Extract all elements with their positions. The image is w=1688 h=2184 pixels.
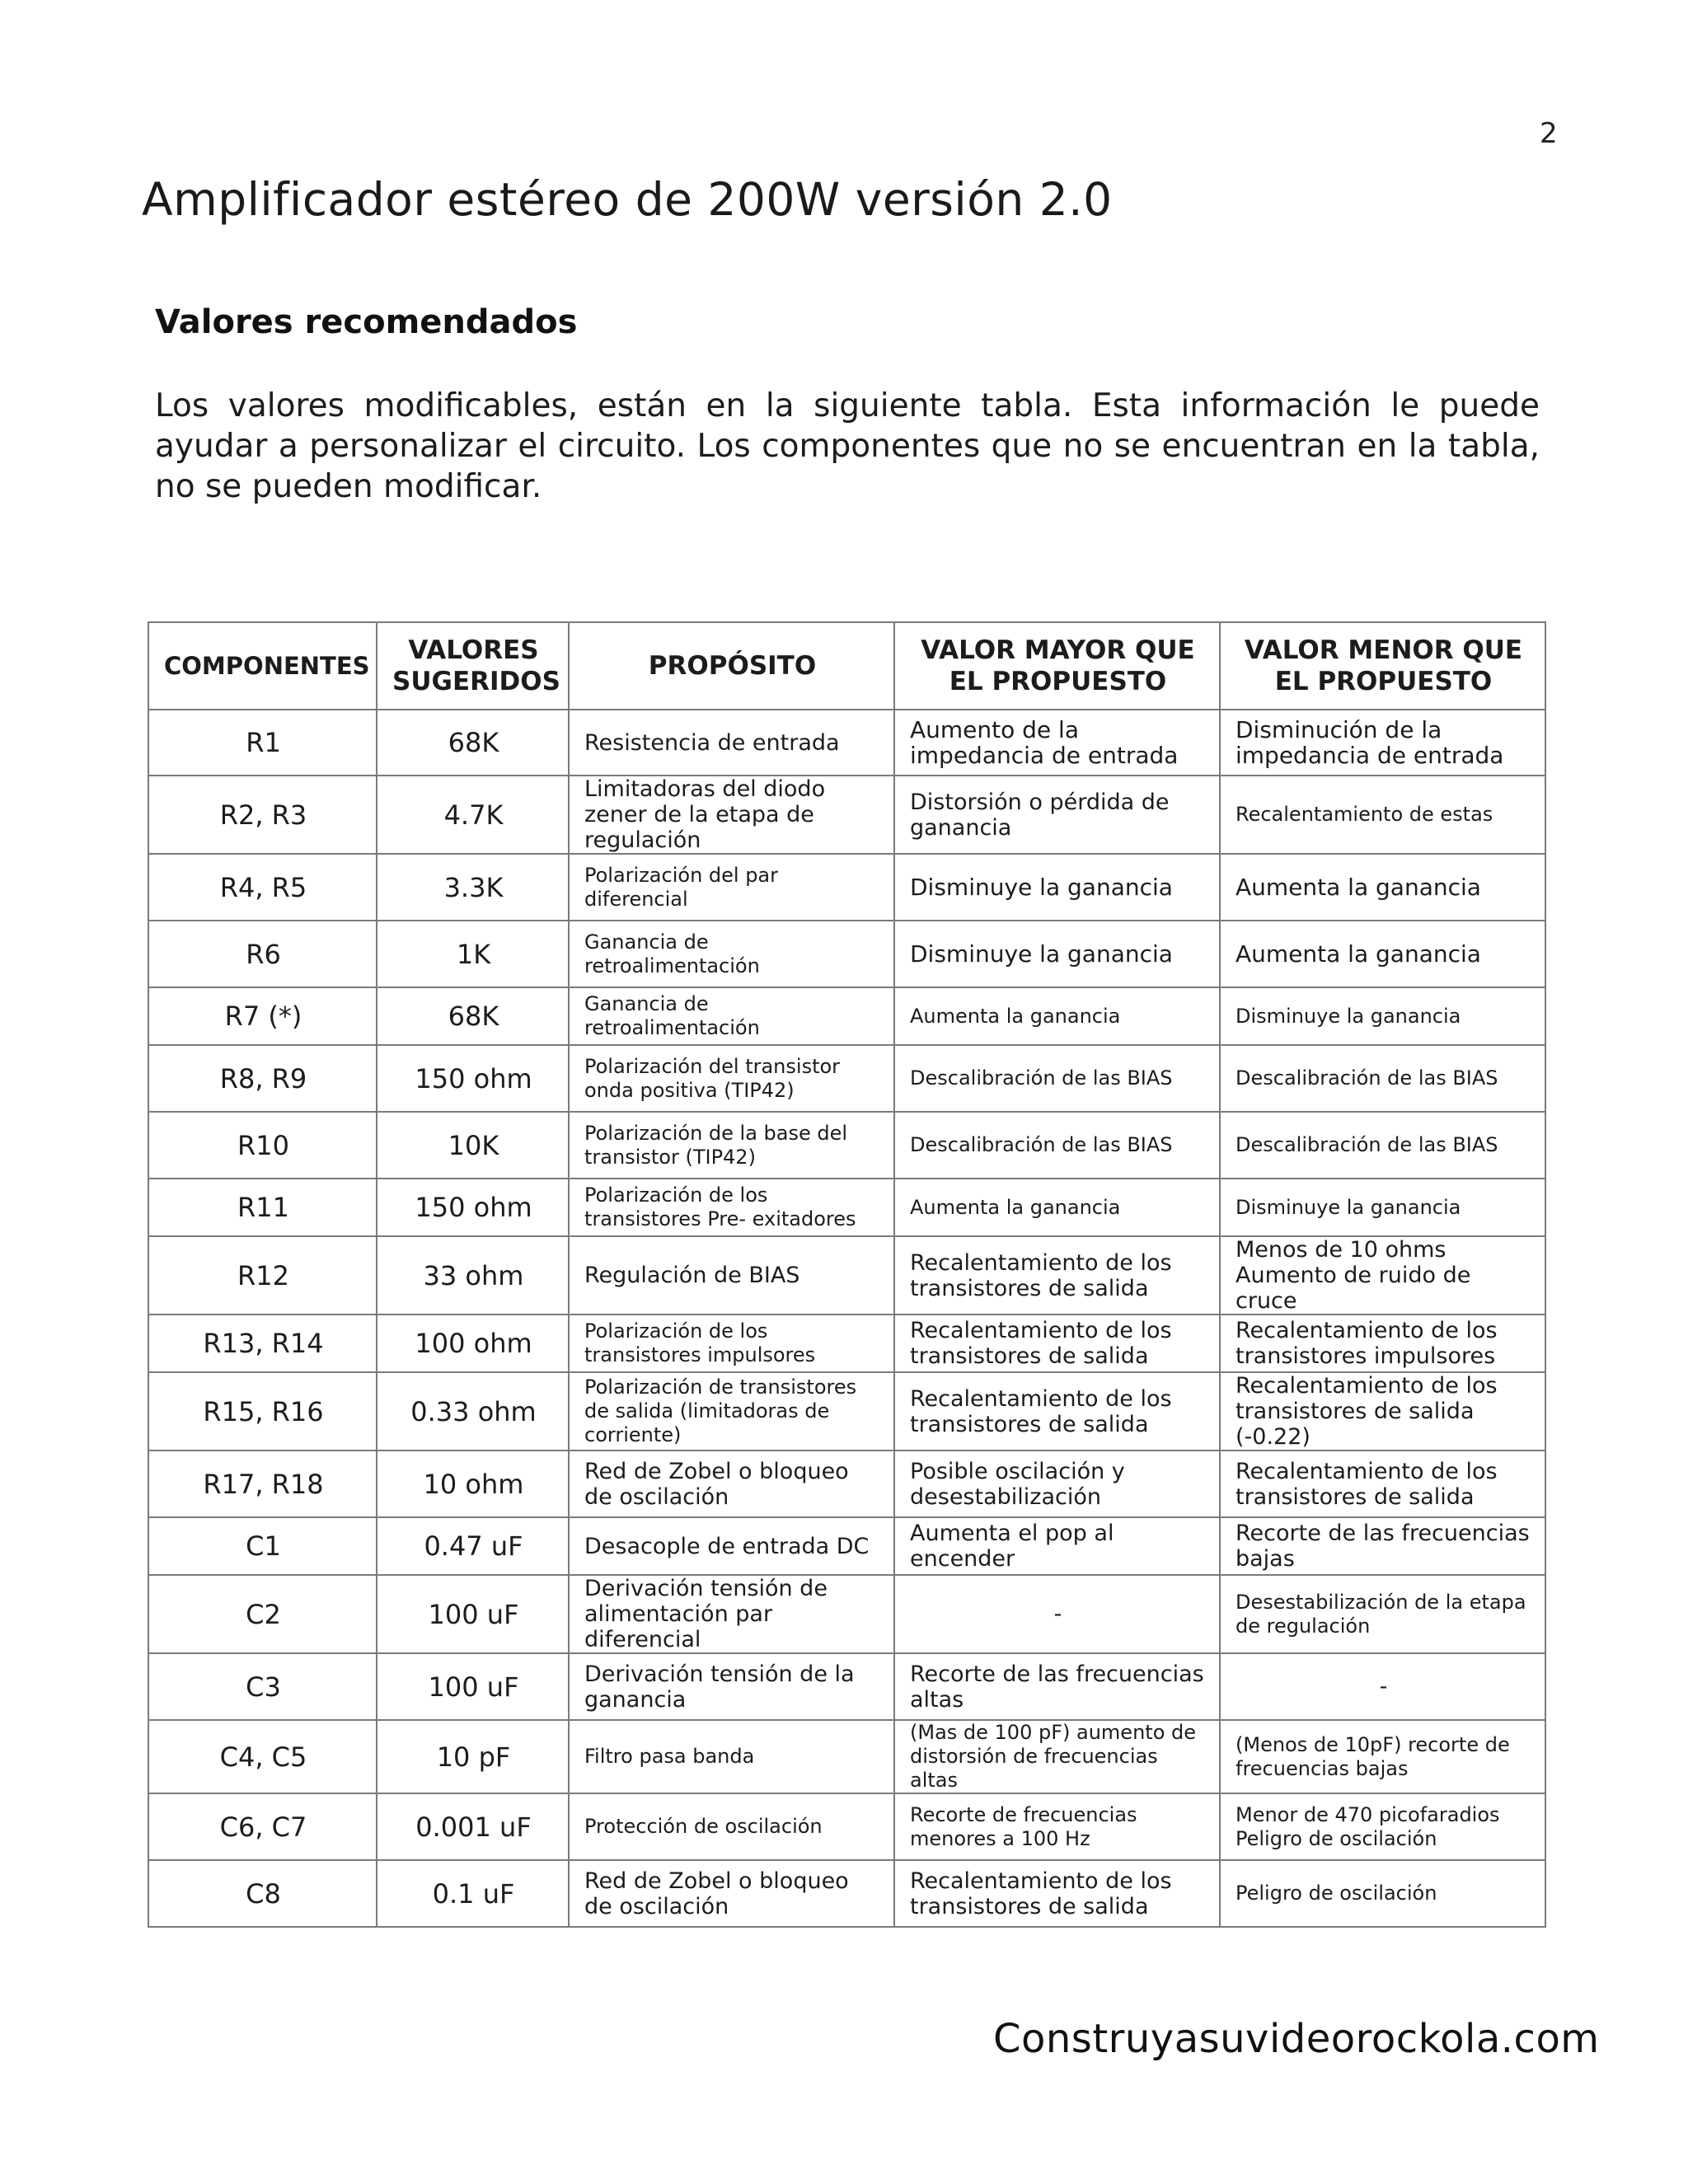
higher-cell: Recalentamiento de los transistores de salida bbox=[894, 1372, 1220, 1451]
purpose-cell: Red de Zobel o bloqueo de oscilación bbox=[569, 1451, 894, 1517]
higher-cell: Recalentamiento de los transistores de salida bbox=[894, 1860, 1220, 1927]
table-row bbox=[148, 776, 1545, 854]
lower-cell: Descalibración de las BIAS bbox=[1220, 1112, 1545, 1179]
lower-cell: Aumenta la ganancia bbox=[1220, 921, 1545, 987]
higher-cell: Recorte de las frecuencias altas bbox=[894, 1653, 1220, 1720]
component-cell: C6, C7 bbox=[148, 1793, 377, 1860]
higher-cell: Recalentamiento de los transistores de salida bbox=[894, 1315, 1220, 1372]
table-row bbox=[148, 854, 1545, 921]
table-row bbox=[148, 1315, 1545, 1372]
lower-cell: Menos de 10 ohms Aumento de ruido de cruce bbox=[1220, 1236, 1545, 1315]
lower-cell: Menor de 470 picofaradios Peligro de oscilación bbox=[1220, 1793, 1545, 1860]
table-row bbox=[148, 1860, 1545, 1927]
component-cell: R12 bbox=[148, 1236, 377, 1315]
table-row bbox=[148, 1720, 1545, 1793]
component-cell: C2 bbox=[148, 1575, 377, 1653]
component-cell: R11 bbox=[148, 1179, 377, 1236]
lower-cell: Recorte de las frecuencias bajas bbox=[1220, 1517, 1545, 1575]
header-suggested-values: VALORES SUGERIDOS bbox=[377, 622, 569, 710]
value-cell: 10K bbox=[377, 1112, 569, 1179]
document-title: Amplificador estéreo de 200W versión 2.0 bbox=[142, 173, 1113, 226]
component-cell: C4, C5 bbox=[148, 1720, 377, 1793]
purpose-cell: Polarización de los transistores Pre- exitadores bbox=[569, 1179, 894, 1236]
table-row bbox=[148, 1793, 1545, 1860]
higher-cell: Aumento de la impedancia de entrada bbox=[894, 710, 1220, 776]
component-cell: C1 bbox=[148, 1517, 377, 1575]
table-row bbox=[148, 1653, 1545, 1720]
lower-cell: Disminuye la ganancia bbox=[1220, 987, 1545, 1045]
component-cell: C8 bbox=[148, 1860, 377, 1927]
lower-cell: Recalentamiento de los transistores de salida (-0.22) bbox=[1220, 1372, 1545, 1451]
purpose-cell: Polarización del par diferencial bbox=[569, 854, 894, 921]
recommended-values-table bbox=[148, 621, 1546, 1928]
lower-cell: Recalentamiento de estas bbox=[1220, 776, 1545, 854]
purpose-cell: Derivación tensión de la ganancia bbox=[569, 1653, 894, 1720]
lower-cell: Recalentamiento de los transistores impulsores bbox=[1220, 1315, 1545, 1372]
higher-cell: Aumenta la ganancia bbox=[894, 1179, 1220, 1236]
purpose-cell: Protección de oscilación bbox=[569, 1793, 894, 1860]
value-cell: 100 uF bbox=[377, 1653, 569, 1720]
purpose-cell: Ganancia de retroalimentación bbox=[569, 921, 894, 987]
higher-cell: (Mas de 100 pF) aumento de distorsión de frecuencias altas bbox=[894, 1720, 1220, 1793]
component-cell: R7 (*) bbox=[148, 987, 377, 1045]
value-cell: 3.3K bbox=[377, 854, 569, 921]
component-cell: R10 bbox=[148, 1112, 377, 1179]
value-cell: 10 pF bbox=[377, 1720, 569, 1793]
table-row bbox=[148, 987, 1545, 1045]
component-cell: R4, R5 bbox=[148, 854, 377, 921]
value-cell: 33 ohm bbox=[377, 1236, 569, 1315]
table-row bbox=[148, 1575, 1545, 1653]
value-cell: 100 uF bbox=[377, 1575, 569, 1653]
table-row bbox=[148, 1372, 1545, 1451]
lower-cell: Descalibración de las BIAS bbox=[1220, 1045, 1545, 1112]
table-row bbox=[148, 1045, 1545, 1112]
purpose-cell: Polarización de los transistores impulsores bbox=[569, 1315, 894, 1372]
header-purpose: PROPÓSITO bbox=[569, 622, 894, 710]
purpose-cell: Desacople de entrada DC bbox=[569, 1517, 894, 1575]
intro-paragraph: Los valores modificables, están en la siguiente tabla. Esta información le puede ayudar a personalizar el circuito. Los componentes que no se encuentran en la tabla, no se pueden modificar. bbox=[155, 387, 1540, 505]
higher-cell: Descalibración de las BIAS bbox=[894, 1045, 1220, 1112]
component-cell: R8, R9 bbox=[148, 1045, 377, 1112]
value-cell: 10 ohm bbox=[377, 1451, 569, 1517]
purpose-cell: Limitadoras del diodo zener de la etapa de regulación bbox=[569, 776, 894, 854]
component-cell: R1 bbox=[148, 710, 377, 776]
table-row bbox=[148, 1236, 1545, 1315]
table-row bbox=[148, 710, 1545, 776]
value-cell: 68K bbox=[377, 987, 569, 1045]
value-cell: 0.33 ohm bbox=[377, 1372, 569, 1451]
higher-cell: Distorsión o pérdida de ganancia bbox=[894, 776, 1220, 854]
lower-cell: (Menos de 10pF) recorte de frecuencias bajas bbox=[1220, 1720, 1545, 1793]
lower-cell: Peligro de oscilación bbox=[1220, 1860, 1545, 1927]
table-row bbox=[148, 1451, 1545, 1517]
purpose-cell: Resistencia de entrada bbox=[569, 710, 894, 776]
higher-cell: - bbox=[894, 1575, 1220, 1653]
higher-cell: Disminuye la ganancia bbox=[894, 921, 1220, 987]
header-higher-value: VALOR MAYOR QUE EL PROPUESTO bbox=[894, 622, 1220, 710]
purpose-cell: Polarización del transistor onda positiva (TIP42) bbox=[569, 1045, 894, 1112]
value-cell: 150 ohm bbox=[377, 1045, 569, 1112]
table-row bbox=[148, 1179, 1545, 1236]
higher-cell: Posible oscilación y desestabilización bbox=[894, 1451, 1220, 1517]
section-heading: Valores recomendados bbox=[155, 303, 578, 341]
purpose-cell: Regulación de BIAS bbox=[569, 1236, 894, 1315]
value-cell: 0.1 uF bbox=[377, 1860, 569, 1927]
value-cell: 0.001 uF bbox=[377, 1793, 569, 1860]
purpose-cell: Polarización de transistores de salida (limitadoras de corriente) bbox=[569, 1372, 894, 1451]
purpose-cell: Ganancia de retroalimentación bbox=[569, 987, 894, 1045]
higher-cell: Recalentamiento de los transistores de salida bbox=[894, 1236, 1220, 1315]
table-header-row bbox=[148, 622, 1545, 710]
purpose-cell: Red de Zobel o bloqueo de oscilación bbox=[569, 1860, 894, 1927]
component-cell: C3 bbox=[148, 1653, 377, 1720]
lower-cell: Disminuye la ganancia bbox=[1220, 1179, 1545, 1236]
higher-cell: Disminuye la ganancia bbox=[894, 854, 1220, 921]
lower-cell: Disminución de la impedancia de entrada bbox=[1220, 710, 1545, 776]
page-number: 2 bbox=[1540, 117, 1558, 150]
value-cell: 150 ohm bbox=[377, 1179, 569, 1236]
table-row bbox=[148, 1112, 1545, 1179]
lower-cell: - bbox=[1220, 1653, 1545, 1720]
footer-website: Construyasuvideorockola.com bbox=[993, 2016, 1600, 2062]
component-cell: R13, R14 bbox=[148, 1315, 377, 1372]
table-row bbox=[148, 921, 1545, 987]
value-cell: 68K bbox=[377, 710, 569, 776]
component-cell: R6 bbox=[148, 921, 377, 987]
higher-cell: Descalibración de las BIAS bbox=[894, 1112, 1220, 1179]
header-components: COMPONENTES bbox=[148, 622, 377, 710]
higher-cell: Recorte de frecuencias menores a 100 Hz bbox=[894, 1793, 1220, 1860]
header-lower-value: VALOR MENOR QUE EL PROPUESTO bbox=[1220, 622, 1545, 710]
purpose-cell: Filtro pasa banda bbox=[569, 1720, 894, 1793]
component-cell: R17, R18 bbox=[148, 1451, 377, 1517]
lower-cell: Desestabilización de la etapa de regulación bbox=[1220, 1575, 1545, 1653]
lower-cell: Recalentamiento de los transistores de salida bbox=[1220, 1451, 1545, 1517]
value-cell: 0.47 uF bbox=[377, 1517, 569, 1575]
component-cell: R2, R3 bbox=[148, 776, 377, 854]
table-row bbox=[148, 1517, 1545, 1575]
value-cell: 1K bbox=[377, 921, 569, 987]
value-cell: 4.7K bbox=[377, 776, 569, 854]
higher-cell: Aumenta el pop al encender bbox=[894, 1517, 1220, 1575]
value-cell: 100 ohm bbox=[377, 1315, 569, 1372]
purpose-cell: Polarización de la base del transistor (TIP42) bbox=[569, 1112, 894, 1179]
lower-cell: Aumenta la ganancia bbox=[1220, 854, 1545, 921]
higher-cell: Aumenta la ganancia bbox=[894, 987, 1220, 1045]
component-cell: R15, R16 bbox=[148, 1372, 377, 1451]
purpose-cell: Derivación tensión de alimentación par diferencial bbox=[569, 1575, 894, 1653]
